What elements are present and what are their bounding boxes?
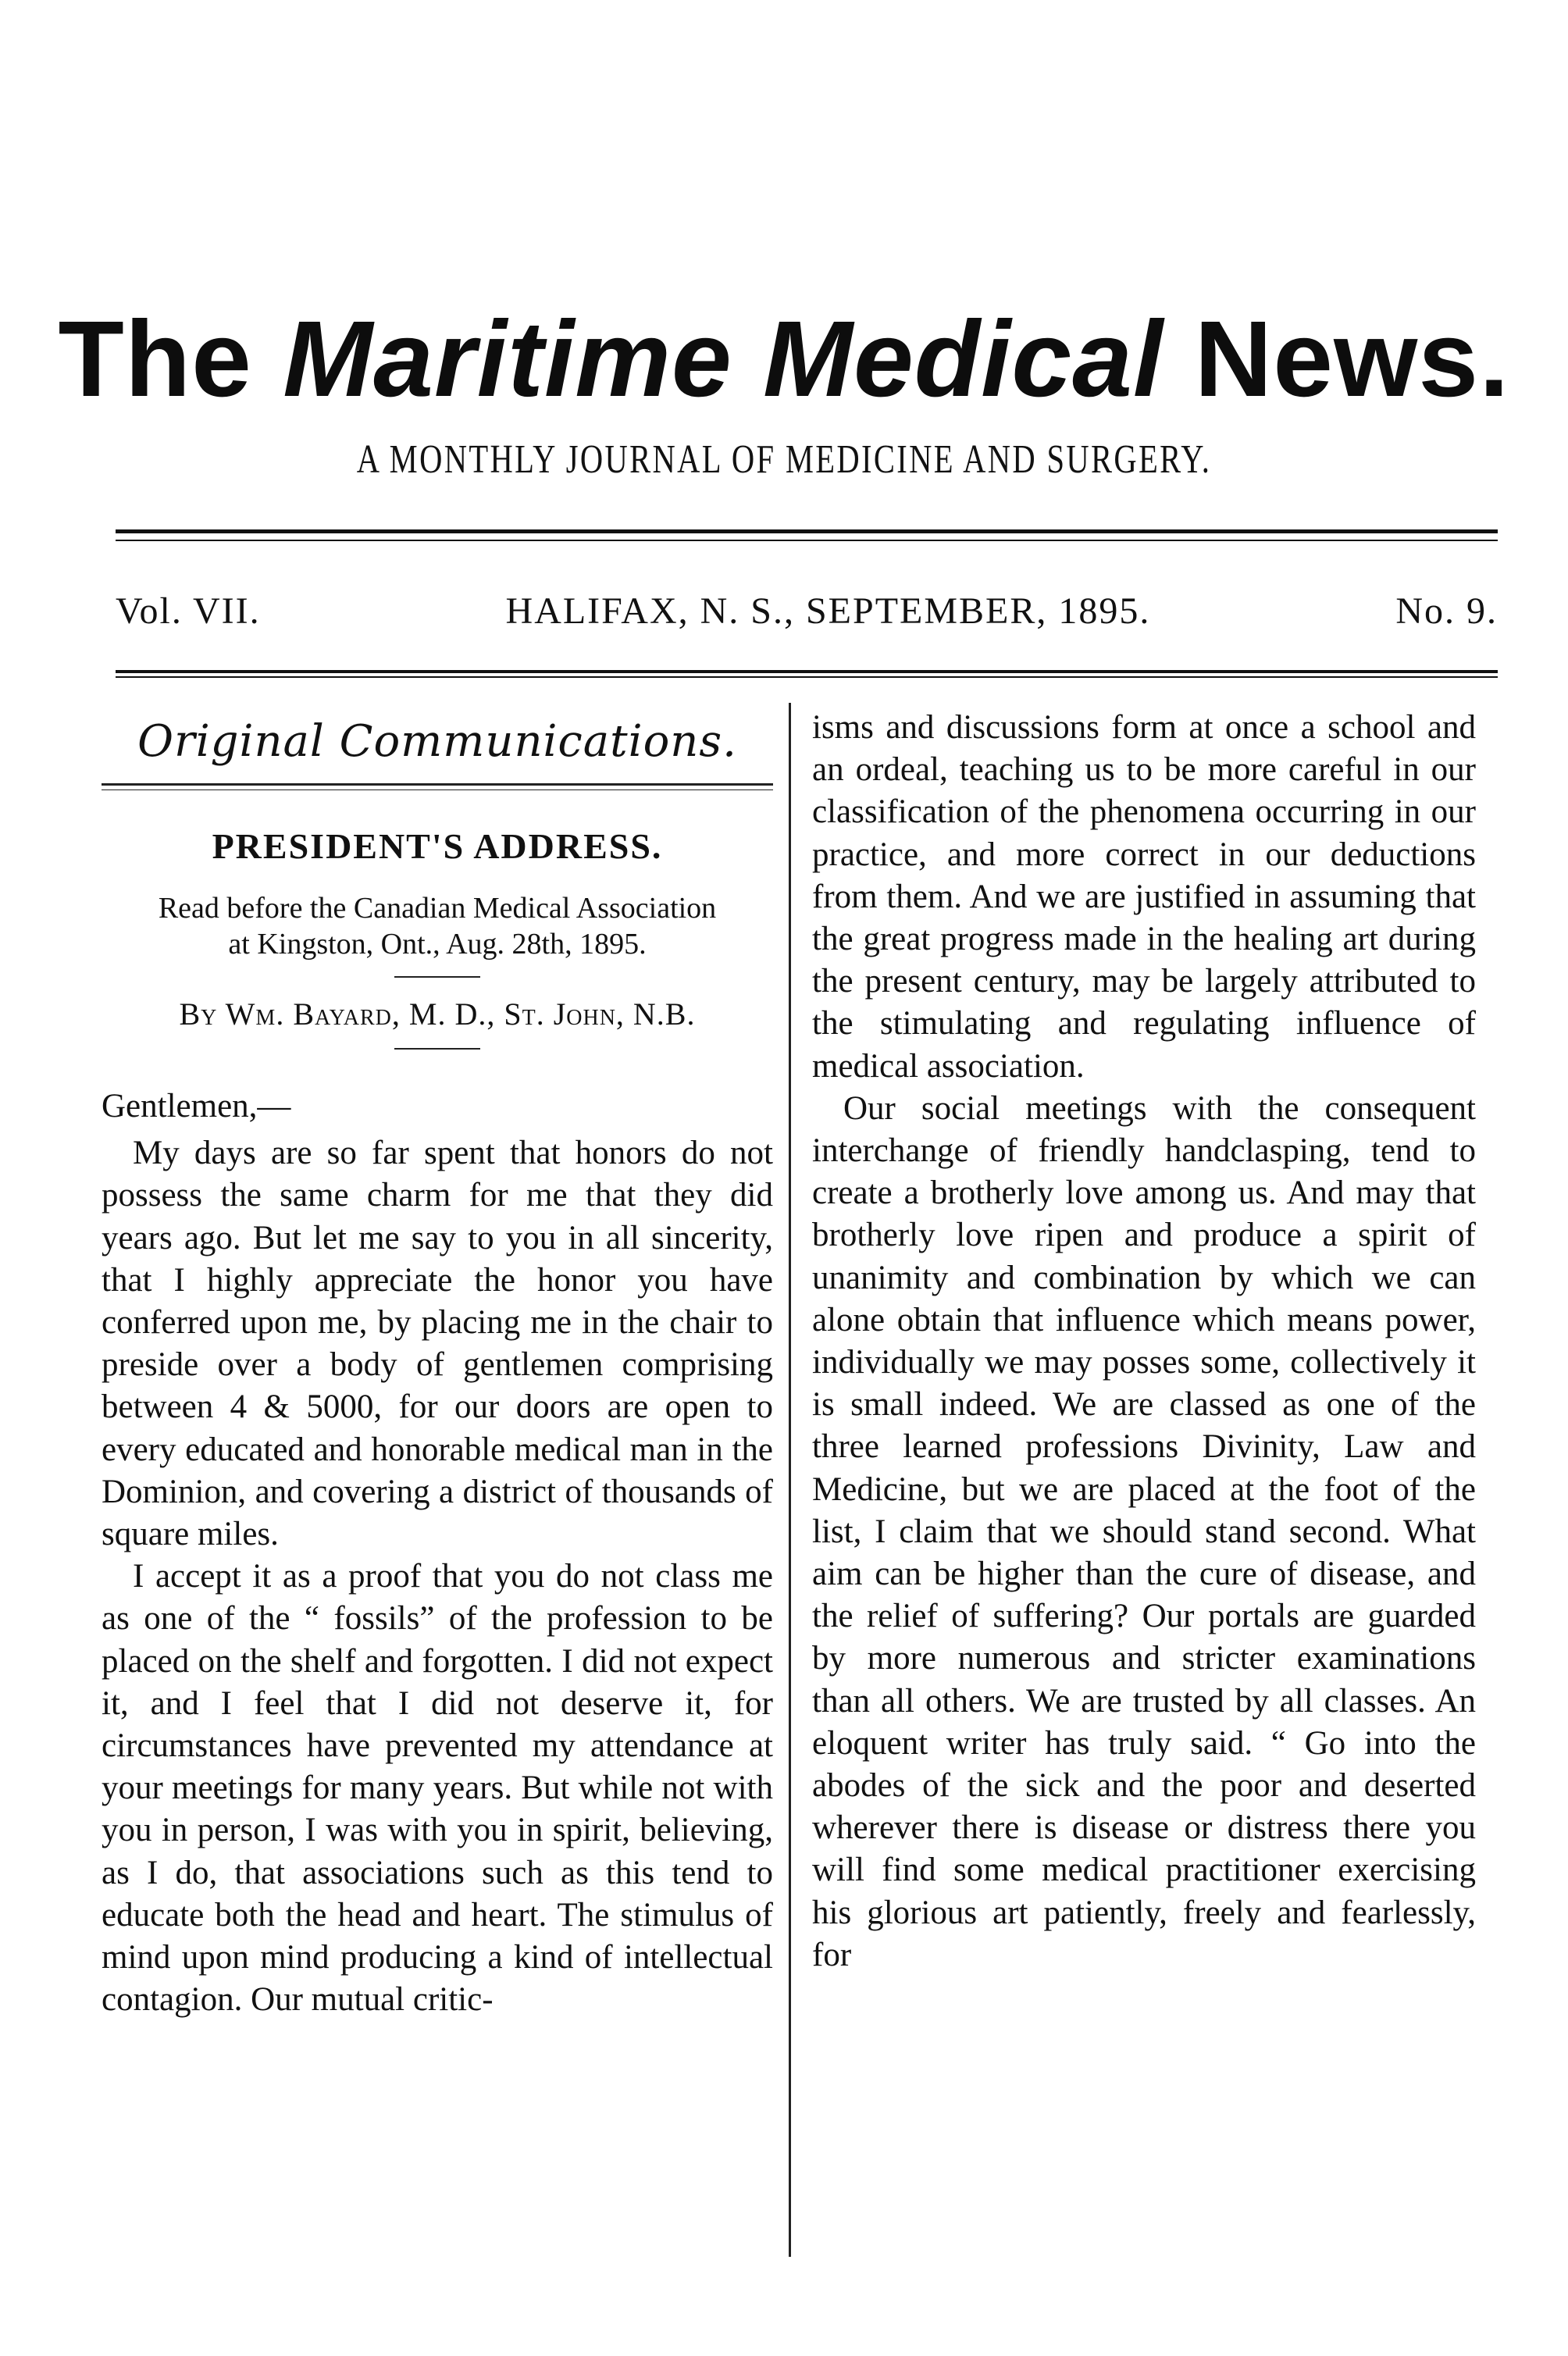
title-part-news: News.: [1164, 299, 1510, 419]
right-paragraph-2: Our social meetings with the consequent interchange of friendly handclasping, tend to create a brotherly love among us. And may that brotherly love ripen and produce a spirit of unanimity and combination by which we can alone obtain that influence which means power, individually we may posses some, collectively it is small indeed. We are classed as one of the three learned professions Divinity, Law and Medicine, but we are placed at the foot of the list, I claim that we should stand second. What aim can be higher than the cure of disease, and the relief of suffering? Our portals are guarded by more numerous and stricter examinations than all others. We are trusted by all classes. An eloquent writer has truly said. “ Go into the abodes of the sick and the poor and deserted wherever there is disease or distress there you will find some medical practitioner exercising his glorious art patiently, freely and fearlessly, for: [812, 1089, 1476, 1973]
volume-label: Vol. VII.: [116, 590, 261, 632]
place-date-label: HALIFAX, N. S., SEPTEMBER, 1895.: [505, 590, 1151, 632]
article-title: PRESIDENT'S ADDRESS.: [212, 826, 663, 866]
masthead-rule-top: [116, 529, 1498, 541]
left-paragraph-2: I accept it as a proof that you do not class me as one of the “ fossils” of the profession to be placed on the shelf and forgotten. I did not expect it, and I feel that I did not deserve it, for circumstances have prevented my attendance at your meetings for many years. But while not with you in person, I was with you in spirit, believing, as I do, that associations such as this tend to educate both the head and heart. The stimulus of mind upon mind producing a kind of intellectual contagion. Our mutual critic-: [102, 1558, 773, 2019]
column-divider: [789, 703, 791, 2257]
byline: By Wm. Bayard, M. D., St. John, N.B.: [179, 996, 696, 1032]
section-heading: Original Communications.: [137, 716, 737, 767]
read-before-line-2: at Kingston, Ont., Aug. 28th, 1895.: [228, 928, 647, 961]
masthead: [0, 297, 1568, 487]
right-column: [812, 707, 1476, 1976]
journal-title: [0, 297, 1568, 422]
title-part-medical: Medical: [732, 299, 1164, 419]
issue-line: [116, 587, 1498, 634]
read-before-line-1: Read before the Canadian Medical Association: [158, 892, 717, 925]
issue-number-label: No. 9.: [1395, 590, 1498, 632]
title-part-the: The: [58, 299, 283, 419]
short-rule-1: [394, 976, 480, 978]
left-paragraph-1: My days are so far spent that honors do not possess the same charm for me that they did years ago. But let me say to you in all sincerity, that I highly appreciate the honor you have conferred upon me, by placing me in the chair to preside over a body of gentlemen comprising between 4 & 5000, for our doors are open to every educated and honorable medical man in the Dominion, and covering a district of thousands of square miles.: [102, 1135, 773, 1553]
title-part-maritime: Maritime: [283, 299, 732, 419]
short-rule-2: [394, 1048, 480, 1050]
left-column: [102, 707, 773, 2021]
salutation: Gentlemen,—: [102, 1088, 291, 1125]
right-paragraph-1: isms and discussions form at once a school and an ordeal, teaching us to be more careful in our classification of the phenomena occurring in our practice, and more correct in our deductions from them. And we are justified in assuming that the great progress made in the healing art during the present century, may be largely attributed to the stimulating and regulating influence of medical association.: [812, 709, 1476, 1085]
section-rule: [102, 783, 773, 790]
journal-subtitle: A MONTHLY JOURNAL OF MEDICINE AND SURGERY.: [356, 437, 1212, 482]
masthead-rule-bottom: [116, 670, 1498, 678]
